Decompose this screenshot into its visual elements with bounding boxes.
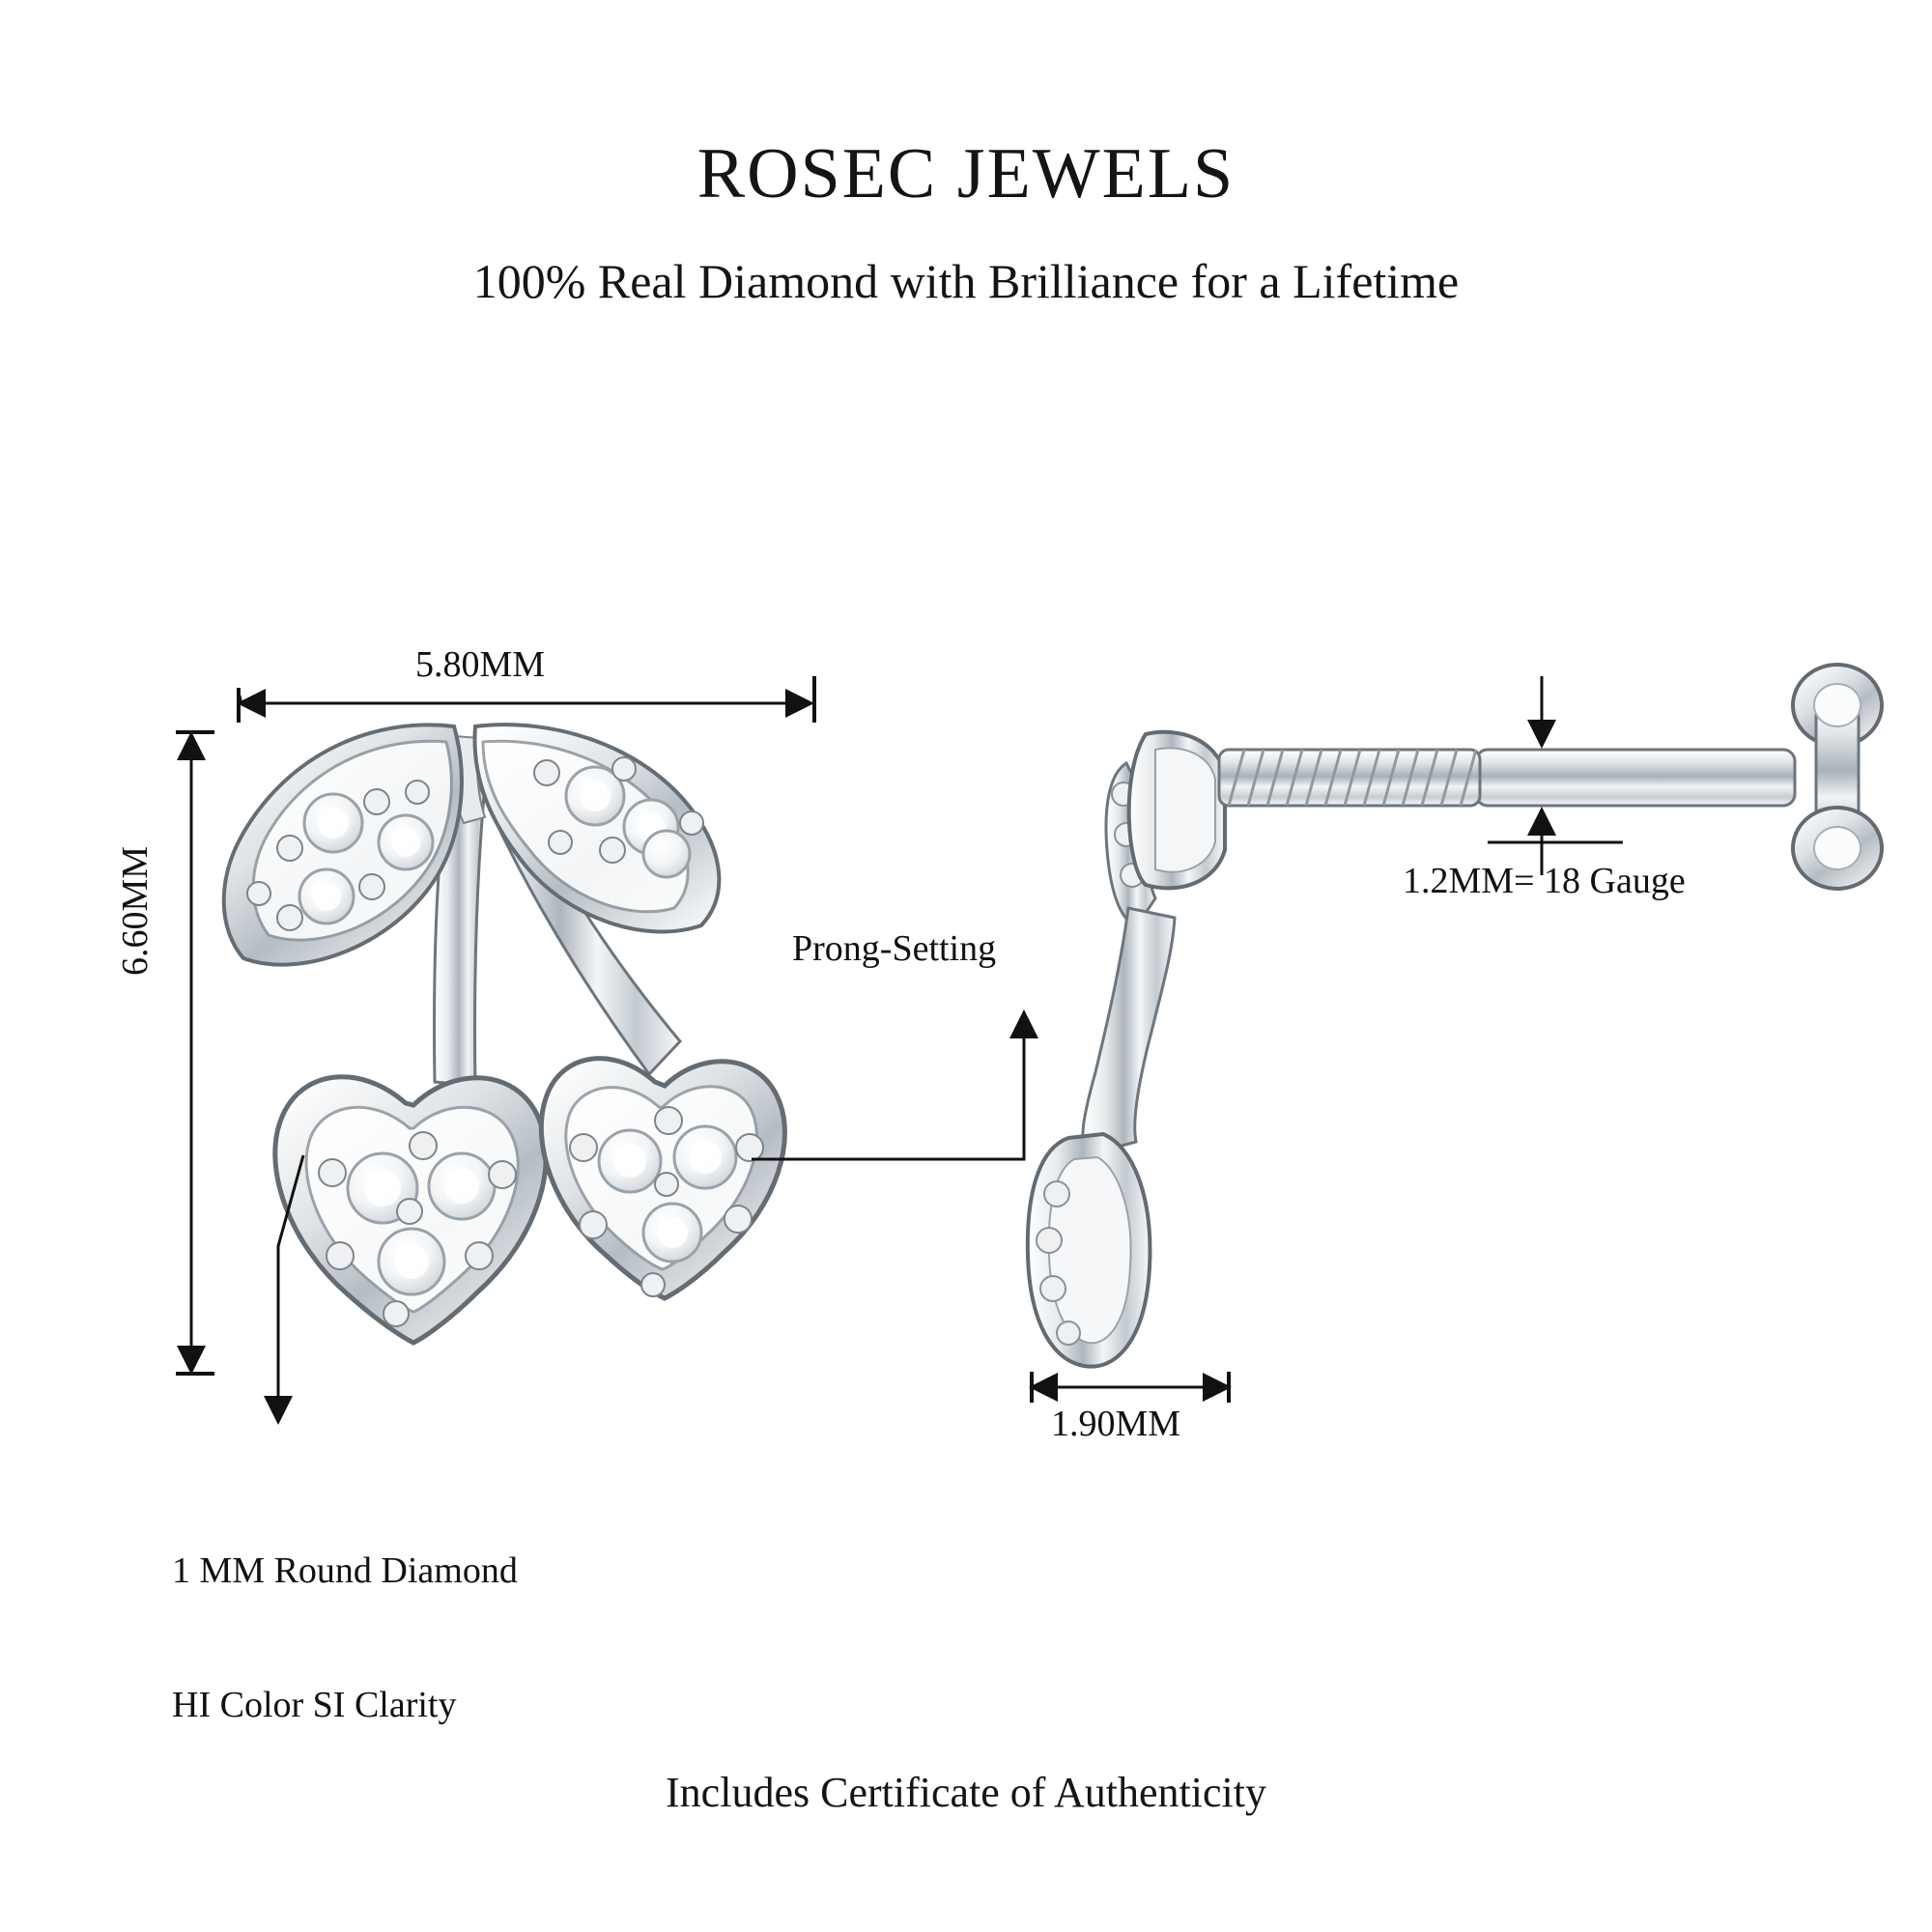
label-height-dimension: 6.60MM [115, 845, 156, 976]
page-title: ROSEC JEWELS [696, 134, 1236, 213]
leaf-left [224, 724, 462, 964]
certificate-note: Includes Certificate of Authenticity [666, 1769, 1266, 1816]
cherry-stud-front [224, 724, 785, 1343]
label-prong-setting: Prong-Setting [792, 928, 997, 969]
dimension-height [176, 732, 214, 1374]
label-diamond-spec [172, 1459, 518, 1817]
cherry-stud-side [1028, 732, 1225, 1367]
cherry-left [275, 1077, 546, 1343]
label-width-dimension: 5.80MM [415, 644, 546, 685]
leader-prong-setting [752, 1012, 1024, 1159]
label-gauge-dimension: 1.2MM= 18 Gauge [1403, 861, 1686, 901]
label-diamond-spec-line2: HI Color SI Clarity [172, 1684, 457, 1725]
dimension-depth [1032, 1372, 1229, 1403]
page-subtitle: 100% Real Diamond with Brilliance for a Lifetime [472, 254, 1460, 308]
leaf-right [474, 724, 719, 931]
cherry-right [541, 1059, 784, 1298]
label-depth-dimension: 1.90MM [1051, 1404, 1181, 1444]
label-diamond-spec-line1: 1 MM Round Diamond [172, 1549, 518, 1591]
screw-back-post [1219, 665, 1882, 889]
